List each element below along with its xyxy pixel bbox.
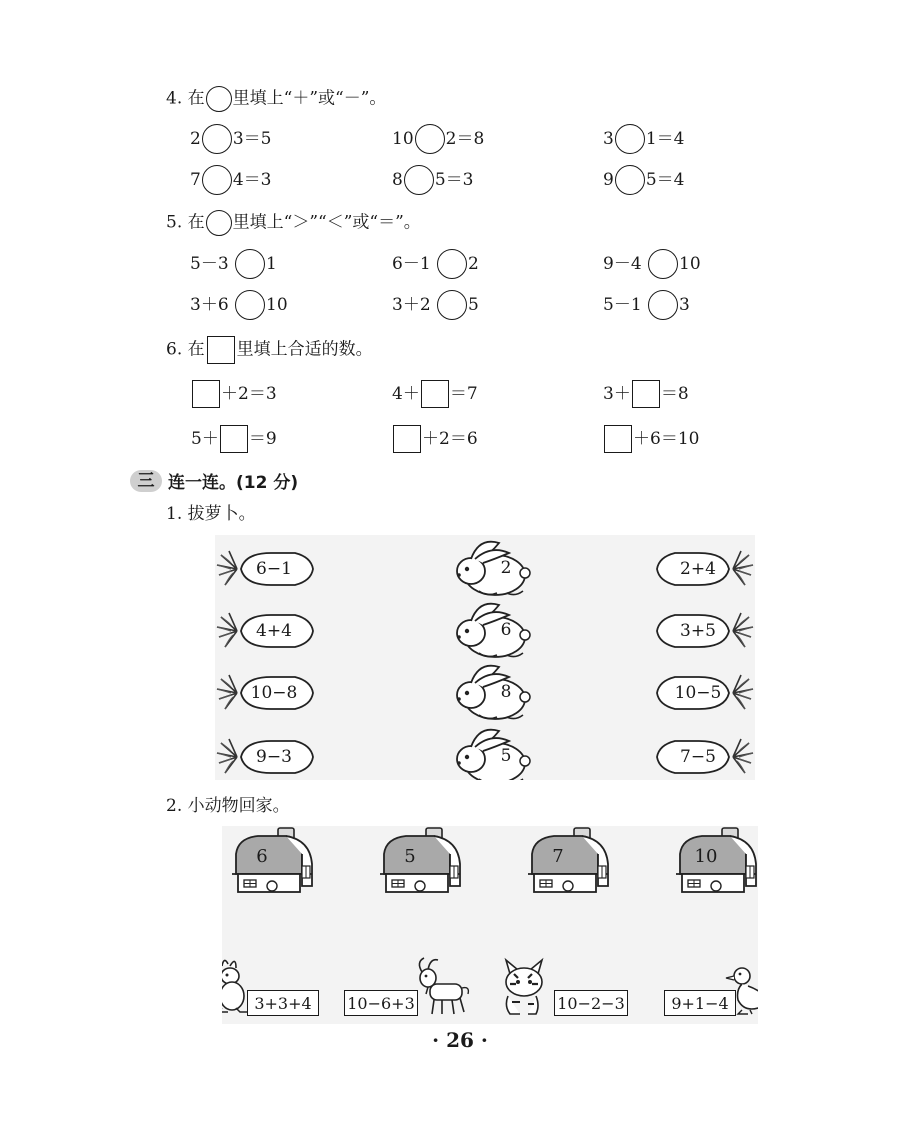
q4-item-6: 9 5＝4 [603,165,684,195]
house-number: 10 [694,846,718,867]
animal-goat-icon[interactable] [419,958,468,1014]
left-carrot-label: 4+4 [256,621,292,641]
q4-title [166,86,386,112]
answer-box[interactable] [220,425,248,453]
q6-item-1: ＋2＝3 [191,379,277,409]
answer-circle[interactable] [648,249,678,279]
animal-expr-goat: 10−6+3 [344,990,418,1016]
rabbit-label: 2 [500,558,512,578]
circle-placeholder [206,86,232,112]
q4-item-5: 8 5＝3 [392,165,473,195]
q4-instruction: 里填上“＋”或“－”。 [232,88,387,109]
q4-item-4: 7 4＝3 [190,165,271,195]
q5-item-3: 9－4 10 [603,249,701,279]
left-carrot-label: 9−3 [256,747,292,767]
q6-item-2: 4＋ ＝7 [392,379,478,409]
answer-circle[interactable] [437,290,467,320]
q6-item-6: ＋6＝10 [603,424,699,454]
q6-number: 6. [166,339,183,360]
animal-cat-icon[interactable] [506,960,542,1014]
answer-box[interactable] [604,425,632,453]
left-carrot-label: 6−1 [256,559,292,579]
q4-prefix: 在 [187,88,205,109]
q4-number: 4. [166,88,183,109]
q5-item-4: 3＋6 10 [190,290,288,320]
page-number: · 26 · [432,1028,488,1052]
answer-circle[interactable] [415,124,445,154]
q4-item-2: 10 2＝8 [392,124,484,154]
answer-box[interactable] [393,425,421,453]
q6-item-3: 3＋ ＝8 [603,379,689,409]
answer-circle[interactable] [235,290,265,320]
q4-item-1: 2 3＝5 [190,124,271,154]
animal-rabbit-icon[interactable] [222,960,248,1012]
answer-circle[interactable] [437,249,467,279]
q4-item-3: 3 1＝4 [603,124,684,154]
q5-title [166,210,421,236]
q5-item-1: 5－3 1 [190,249,277,279]
q6-prefix: 在 [187,339,205,360]
q5-item-2: 6－1 2 [392,249,479,279]
house-number: 6 [256,846,268,867]
animal-expr-duck: 9+1−4 [664,990,736,1016]
answer-box[interactable] [192,380,220,408]
part2-title: 2. 小动物回家。 [166,796,290,816]
house-number: 7 [552,846,564,867]
animal-expr-rabbit: 3+3+4 [247,990,319,1016]
q5-prefix: 在 [187,212,205,233]
answer-circle[interactable] [615,165,645,195]
rabbit-label: 5 [500,746,512,766]
right-carrot-label: 10−5 [674,683,722,703]
q5-number: 5. [166,212,183,233]
answer-circle[interactable] [202,165,232,195]
answer-circle[interactable] [202,124,232,154]
section-title: 连一连。(12 分) [168,473,299,493]
right-carrot-label: 7−5 [680,747,716,767]
q5-instruction: 里填上“＞”“＜”或“＝”。 [232,212,421,233]
animal-expr-cat: 10−2−3 [554,990,628,1016]
section-badge: 三 [130,470,162,492]
q6-instruction: 里填上合适的数。 [236,339,373,360]
q6-item-4: 5＋ ＝9 [191,424,277,454]
house-number: 5 [404,846,416,867]
right-carrot-label: 2+4 [680,559,716,579]
q6-title [166,336,373,364]
q6-item-5: ＋2＝6 [392,424,478,454]
section-3-header [130,468,298,493]
answer-box[interactable] [632,380,660,408]
q5-item-6: 5－1 3 [603,290,690,320]
answer-circle[interactable] [235,249,265,279]
right-carrot-label: 3+5 [680,621,716,641]
square-placeholder [207,336,235,364]
answer-circle[interactable] [404,165,434,195]
answer-box[interactable] [421,380,449,408]
left-carrot-label: 10−8 [250,683,298,703]
part1-title: 1. 拔萝卜。 [166,504,256,524]
answer-circle[interactable] [648,290,678,320]
circle-placeholder [206,210,232,236]
rabbit-label: 6 [500,620,512,640]
q5-item-5: 3＋2 5 [392,290,479,320]
answer-circle[interactable] [615,124,645,154]
rabbit-label: 8 [500,682,512,702]
